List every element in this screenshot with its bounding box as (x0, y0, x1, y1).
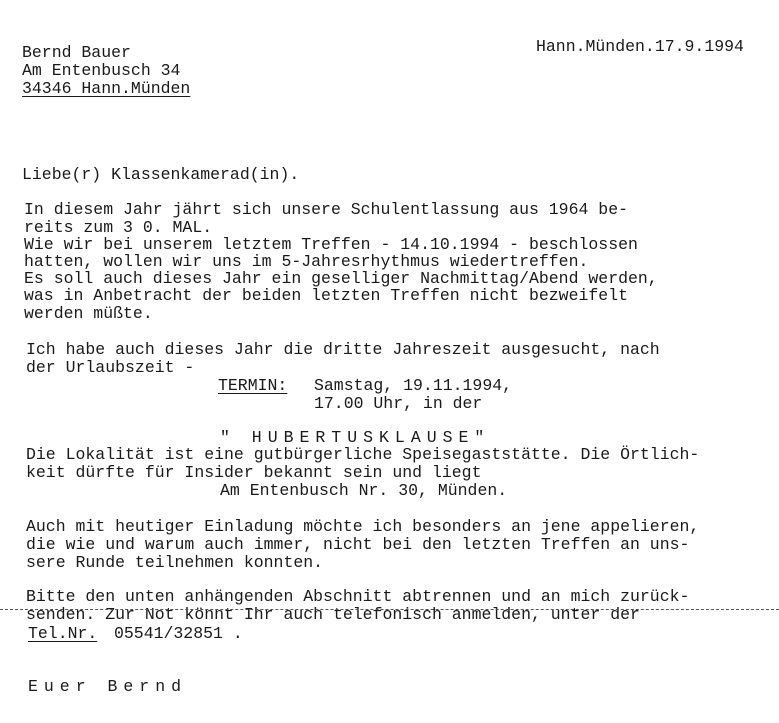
sender-name: Bernd Bauer (22, 43, 131, 62)
venue-name: " HUBERTUSKLAUSE" (220, 428, 491, 447)
paragraph1-line: werden müßte. (24, 304, 153, 323)
phone-label: Tel.Nr. (28, 624, 98, 643)
paragraph4-line: Auch mit heutiger Einladung möchte ich besonders an jene appelieren, (26, 517, 700, 536)
paragraph1-line: Wie wir bei unserem letztem Treffen - 14.10.1994 - beschlossen (24, 235, 638, 254)
paragraph3-line: keit dürfte für Insider bekannt sein und liegt (26, 463, 482, 482)
closing: Euer Bernd (28, 677, 188, 696)
sender-street: Am Entenbusch 34 (22, 61, 181, 80)
paragraph1-line: reits zum 3 0. MAL. (24, 218, 213, 237)
paragraph1-line: hatten, wollen wir uns im 5-Jahresrhythmus wiedertreffen. (24, 252, 589, 271)
termin-date: Samstag, 19.11.1994, (314, 376, 513, 395)
cut-line (0, 609, 779, 610)
paragraph5-line: Bitte den unten anhängenden Abschnitt abtrennen und an mich zurück- (26, 587, 690, 606)
paragraph3-line: Die Lokalität ist eine gutbürgerliche Speisegaststätte. Die Örtlich- (26, 445, 700, 464)
paragraph4-line: die wie und warum auch immer, nicht bei den letzten Treffen an uns- (26, 535, 690, 554)
venue-address: Am Entenbusch Nr. 30, Münden. (220, 481, 508, 500)
phone-number: 05541/32851 . (114, 624, 243, 643)
termin-label: TERMIN: (218, 376, 288, 395)
paragraph1-line: was in Anbetracht der beiden letzten Treffen nicht bezweifelt (24, 286, 628, 305)
paragraph1-line: Es soll auch dieses Jahr ein geselliger Nachmittag/Abend werden, (24, 269, 658, 288)
date-line: Hann.Münden.17.9.1994 (536, 37, 744, 56)
termin-time: 17.00 Uhr, in der (314, 394, 483, 413)
paragraph4-line: sere Runde teilnehmen konnten. (26, 553, 324, 572)
paragraph5-line: senden. Zur Not könnt Ihr auch telefonisch anmelden, unter der (26, 605, 640, 624)
paragraph2-line: der Urlaubszeit - (26, 358, 195, 377)
sender-city: 34346 Hann.Münden (22, 79, 191, 98)
paragraph2-line: Ich habe auch dieses Jahr die dritte Jahreszeit ausgesucht, nach (26, 340, 660, 359)
paragraph1-line: In diesem Jahr jährt sich unsere Schulentlassung aus 1964 be- (24, 200, 628, 219)
salutation: Liebe(r) Klassenkamerad(in). (22, 165, 300, 184)
